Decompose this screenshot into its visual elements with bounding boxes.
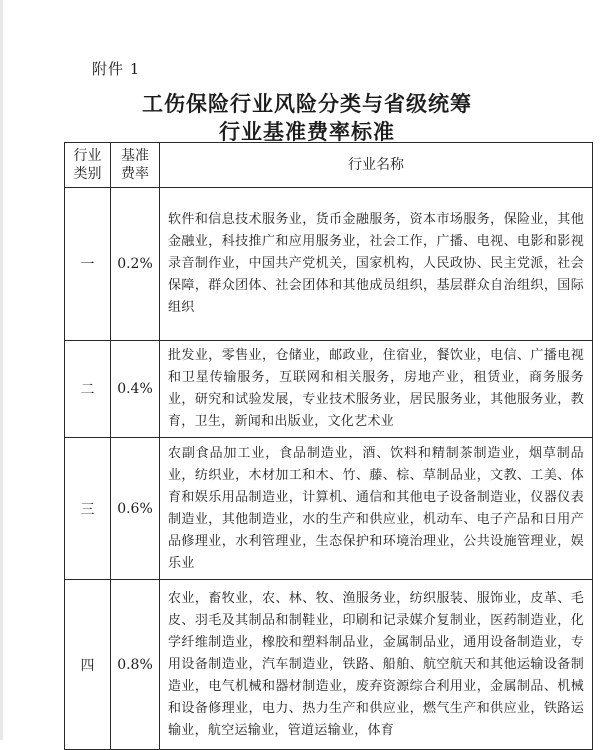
row-rate: 0.8%: [111, 580, 160, 750]
header-industry: 行业名称: [160, 143, 593, 188]
table-row: [65, 438, 593, 580]
rate-table: [64, 142, 593, 750]
table-header-row: [65, 143, 593, 188]
header-rate: [111, 143, 160, 188]
header-category-line2: 类别: [73, 166, 102, 182]
row-category: 四: [65, 580, 111, 750]
document-title-line2: 行业基准费率标准: [219, 119, 395, 144]
row-industries: 软件和信息技术服务业，货币金融服务，资本市场服务，保险业，其他金融业，科技推广和应用服务业，社会工作，广播、电视、电影和影视录音制作业，中国共产党机关，国家机构，人民政协、民主党派，社会保障，群众团体、社会团体和其他成员组织，基层群众自治组织，国际组织: [160, 188, 593, 341]
row-industries: 农副食品加工业，食品制造业，酒、饮料和精制茶制造业，烟草制品业，纺织业，木材加工和木、竹、藤、棕、草制品业，文教、工美、体育和娱乐用品制造业，计算机、通信和其他电子设备制造业，仪器仪表制造业，其他制造业，水的生产和供应业，机动车、电子产品和日用产品修理业，水利管理业，生态保护和环境治理业，公共设施管理业，娱乐业: [160, 438, 593, 580]
row-category: 一: [65, 188, 111, 341]
table-row: [65, 188, 593, 341]
header-category: [65, 143, 111, 188]
row-rate: 0.4%: [111, 341, 160, 438]
row-rate: 0.6%: [111, 438, 160, 580]
document-title-line1: 工伤保险行业风险分类与省级统筹: [142, 91, 472, 116]
header-rate-line2: 费率: [121, 166, 149, 182]
row-industries: 农业，畜牧业，农、林、牧、渔服务业，纺织服装、服饰业，皮革、毛皮、羽毛及其制品和制鞋业，印刷和记录媒介复制业，医药制造业，化学纤维制造业，橡胶和塑料制品业，金属制品业，通用设备制造业，专用设备制造业，汽车制造业，铁路、船舶、航空航天和其他运输设备制造业，电气机械和器材制造业，废弃资源综合利用业，金属制品、机械和设备修理业，电力、热力生产和供应业，燃气生产和供应业，铁路运输业，航空运输业，管道运输业，体育: [160, 580, 593, 750]
attachment-label: 附件 1: [92, 60, 141, 78]
row-rate: 0.2%: [111, 188, 160, 341]
row-industries: 批发业，零售业，仓储业，邮政业，住宿业，餐饮业，电信、广播电视和卫星传输服务，互联网和相关服务，房地产业，租赁业，商务服务业，研究和试验发展，专业技术服务业，居民服务业，其他服务业，教育，卫生，新闻和出版业，文化艺术业: [160, 341, 593, 438]
row-category: 三: [65, 438, 111, 580]
table-row: [65, 580, 593, 750]
header-rate-line1: 基准: [121, 148, 149, 164]
header-category-line1: 行业: [73, 148, 102, 164]
row-category: 二: [65, 341, 111, 438]
table-row: [65, 341, 593, 438]
